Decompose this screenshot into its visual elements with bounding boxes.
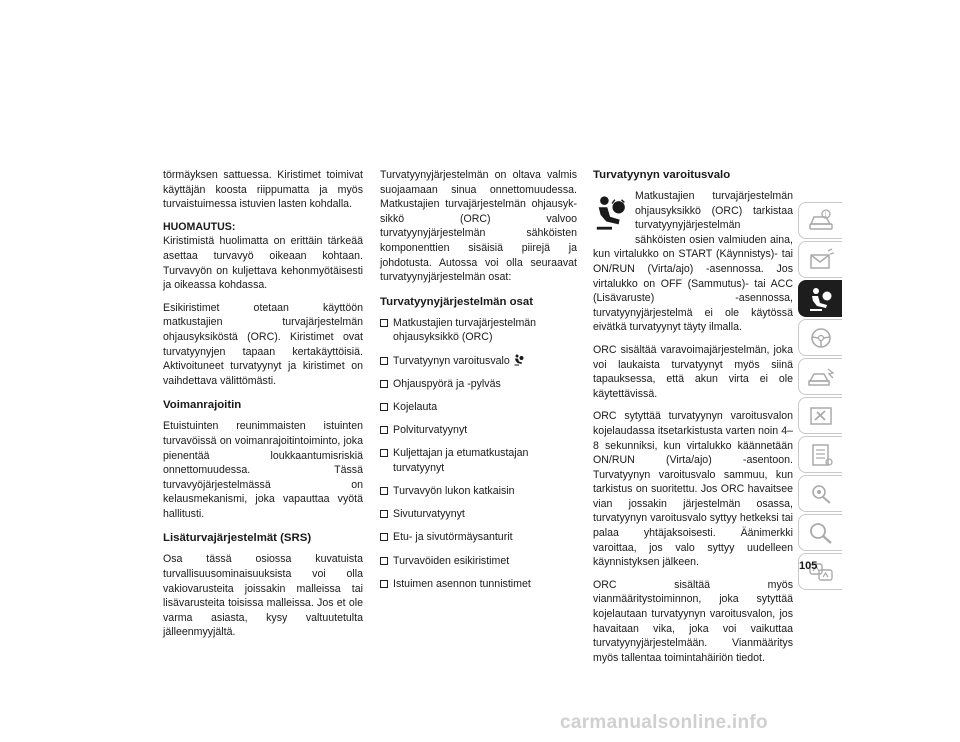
watermark: carmanualsonline.info	[560, 712, 768, 733]
paragraph: ORC sytyttää turvatyynyn varoitusvalon kojelaudassa itsetarkistusta varten noin 4–8 sekunniksi, kun virtalukko käännetään ON/RUN (Virta/ajo) -asentoon. Turvatyynyn varoitusvalo sammuu, kun tarkistus on suoritettu. Jos ORC havaitsee vian jossakin järjestelmän osassa, turvatyynyn varoitusvalo syttyy hetkeksi tai palaa yhtäjaksoisesti. Äänimerkki varoittaa, jos valo syttyy uudelleen käynnistyksen jälkeen.	[593, 410, 793, 569]
list-item: Etu- ja sivutörmäysanturit	[380, 530, 577, 545]
tab-checklist[interactable]	[798, 436, 842, 473]
envelope-light-icon	[806, 247, 836, 273]
list-item: Sivuturvatyynyt	[380, 507, 577, 522]
paragraph: Matkustajien turvajärjestelmän ohjausyksikkö (ORC) tarkistaa turvatyynyjärjestelmän sähköisten osien valmiuden aina, kun virtalukko on START (Käynnistys)- tai ON/RUN (Virta/ajo) -asennossa. Jos virtalukko on OFF (Sammutus)- tai ACC (Lisävaruste) -asennossa, turvatyynyjärjestelmä ei ole käytössä eivätkä turvatyynyt täyty ilmalla.	[593, 190, 793, 334]
checkbox-square-icon	[380, 510, 388, 518]
list-item: Kojelauta	[380, 400, 577, 415]
tab-envelope-light[interactable]	[798, 241, 842, 278]
car-crash-icon	[806, 364, 836, 390]
note-title: HUOMAUTUS:	[163, 220, 236, 233]
note-text: Kiristimistä huolimatta on erittäin tärkeää asettaa turvavyö oikeaan kohtaan. Turvavyön on kuljettava kehonmyötäisesti ja oikeassa kohdassa.	[163, 235, 363, 292]
component-list	[380, 316, 577, 592]
airbag-seat-icon	[806, 286, 836, 312]
paragraph: törmäyksen sattuessa. Kiristimet toimivat käyttäjän koosta riippumatta ja myös turvaistuimessa istuvien lasten kohdalla.	[163, 169, 363, 211]
list-item: Polviturvatyynyt	[380, 423, 577, 438]
paragraph: ORC sisältää varavoimajärjestelmän, joka voi laukaista turvatyynyt myös siinä tapauksessa, että akun virta ei ole käytettävissä.	[593, 343, 793, 400]
page-number: 105	[799, 560, 818, 572]
airbag-warning-icon	[593, 193, 631, 233]
checkbox-square-icon	[380, 403, 388, 411]
checkbox-square-icon	[380, 533, 388, 541]
list-item: Istuimen asennon tunnistimet	[380, 577, 577, 592]
checkbox-square-icon	[380, 380, 388, 388]
checkbox-square-icon	[380, 357, 388, 365]
checkbox-square-icon	[380, 319, 388, 327]
side-tab-strip	[798, 202, 843, 592]
checkbox-square-icon	[380, 449, 388, 457]
tab-steering[interactable]	[798, 319, 842, 356]
map-pin-icon	[806, 481, 836, 507]
list-item: Turvavöiden esikiristimet	[380, 554, 577, 569]
section-heading-voimanrajoitin: Voimanrajoitin	[163, 399, 242, 412]
tab-safety[interactable]	[798, 280, 842, 317]
section-heading-varoitusvalo: Turvatyynyn varoitusvalo	[593, 169, 731, 181]
paragraph: Turvatyynyjärjestelmän on oltava valmis suojaamaan sinua onnettomuudessa. Matkustajien turvajärjestelmän ohjausyksikkö (ORC) valvoo turvatyynyjärjestelmän sähköisten komponenttien sisäisiä piirejä ja johdotusta. Autossa voi olla seuraavat turvatyynyjärjestelmän osat:	[380, 169, 577, 284]
list-item: Turvatyynyn varoitusvalo	[380, 354, 577, 369]
tab-car-crash[interactable]	[798, 358, 842, 395]
steering-wheel-icon	[806, 325, 836, 351]
svg-text:i: i	[824, 210, 826, 218]
car-info-icon	[806, 208, 836, 234]
section-heading-srs: Lisäturvajärjestelmät (SRS)	[163, 532, 312, 545]
column-1	[163, 168, 363, 648]
list-item: Ohjauspyörä ja -pylväs	[380, 377, 577, 392]
column-3	[593, 168, 793, 673]
tab-navigation[interactable]	[798, 475, 842, 512]
checkbox-square-icon	[380, 580, 388, 588]
list-item: Turvavyön lukon katkaisin	[380, 484, 577, 499]
paragraph: Osa tässä osiossa kuvatuista turvallisuusominaisuuksista voi olla vakiovarusteita joissakin malleissa tai lisävarusteita toisissa malleissa. Jos et ole varma asiasta, kysy valtuutetulta jälleenmyyjältä.	[163, 553, 363, 639]
checkbox-square-icon	[380, 487, 388, 495]
tab-car-info[interactable]	[798, 202, 842, 239]
note-block	[163, 220, 363, 293]
airbag-warning-icon	[513, 354, 525, 366]
list-item: Kuljettajan ja etumatkustajan turvatyynyt	[380, 446, 577, 475]
magnifier-icon	[806, 520, 836, 546]
column-2	[380, 168, 577, 600]
checklist-icon	[806, 442, 836, 468]
tab-tools[interactable]	[798, 397, 842, 434]
list-item: Matkustajien turvajärjestelmän ohjausyksikkö (ORC)	[380, 316, 577, 345]
paragraph: ORC sisältää myös vianmääritystoiminnon, joka sytyttää kojelautaan turvatyynyn varoitusvalon, jos havaitaan vika, joka voi vaikuttaa turvatyynyjärjestelmään. Vianmääritys myös tallentaa toimintahäiriön tiedot.	[593, 578, 793, 664]
tab-index[interactable]	[798, 514, 842, 551]
paragraph: Esikiristimet otetaan käyttöön matkustajien turvajärjestelmän ohjausyksiköstä (ORC). Kiristimet ovat turvatyynyjen tapaan kertakäyttöisiä. Aktivoituneet turvatyynyt ja kiristimet on vaihdettava välittömästi.	[163, 301, 363, 387]
tools-icon	[806, 403, 836, 429]
checkbox-square-icon	[380, 426, 388, 434]
paragraph: Etuistuinten reunimmaisten istuinten turvavöissä on voimanrajoitintoiminto, joka pienentää loukkaantumisriskiä onnettomuudessa. Tässä turvavyöjärjestelmässä on kelausmekanismi, joka vapauttaa vyötä hallitusti.	[163, 420, 363, 520]
checkbox-square-icon	[380, 557, 388, 565]
section-heading-osat: Turvatyynyjärjestelmän osat	[380, 295, 533, 308]
